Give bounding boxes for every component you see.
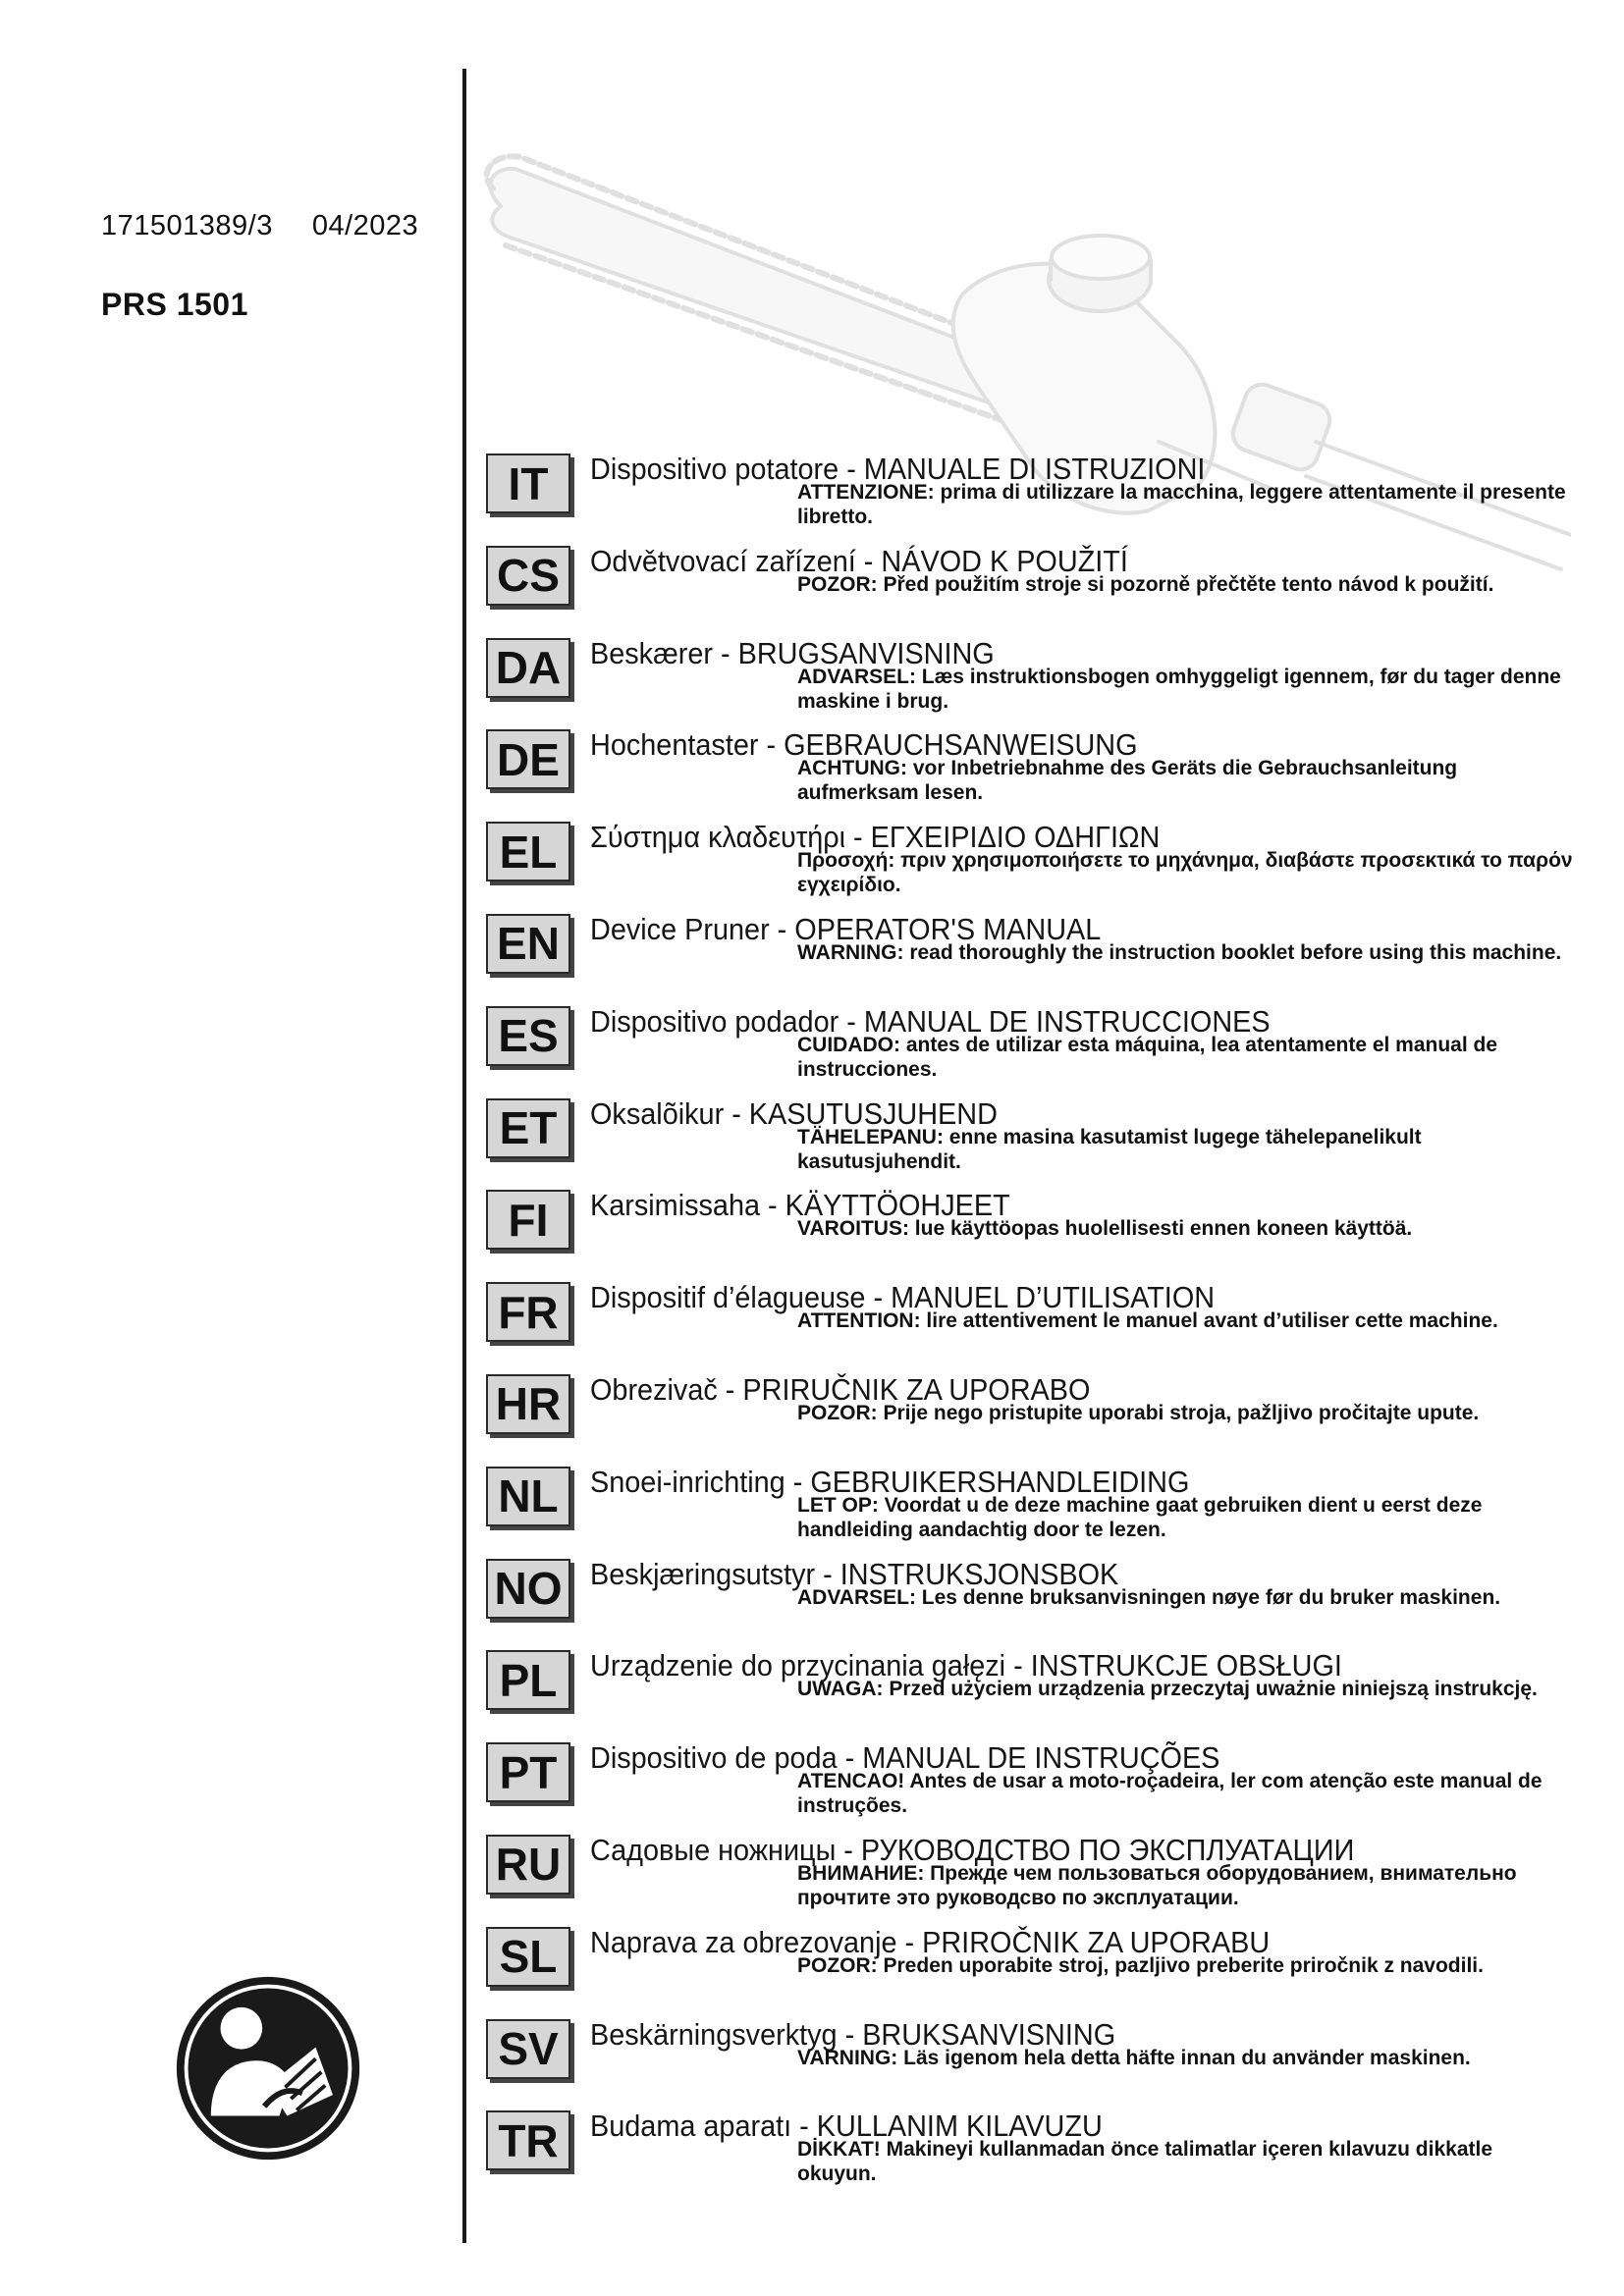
warning-text — [797, 1861, 1573, 1910]
vertical-divider — [462, 69, 466, 2243]
language-code-box: EL — [486, 822, 570, 881]
language-entry-el — [486, 822, 1586, 914]
language-code-box: NL — [486, 1467, 570, 1526]
language-code-box: CS — [486, 546, 570, 606]
manual-title: Naprava za obrezovanje - PRIROČNIK ZA UPORABU — [590, 1924, 1271, 1959]
manual-title: Beskärningsverktyg - BRUKSANVISNING — [590, 2016, 1116, 2052]
manual-title: Karsimissaha - KÄYTTÖOHJEET — [590, 1188, 1010, 1223]
warning-body: read thoroughly the instruction booklet before using this machine. — [903, 940, 1562, 964]
warning-body: vor Inbetriebnahme des Geräts die Gebrauchsanleitung aufmerksam lesen. — [797, 757, 1458, 805]
language-code-box: TR — [486, 2110, 570, 2170]
manual-title: Садовые ножницы - РУКОВОДСТВО ПО ЭКСПЛУАТАЦИИ — [590, 1832, 1355, 1867]
language-code-box: NO — [486, 1559, 570, 1619]
warning-text — [797, 1216, 1573, 1241]
warning-text — [797, 665, 1573, 714]
warning-text — [797, 1308, 1573, 1333]
warning-text — [797, 2046, 1573, 2070]
language-code-box: HR — [486, 1374, 570, 1434]
warning-label: VARNING: — [797, 2046, 898, 2069]
warning-label: ADVARSEL: — [797, 1585, 916, 1609]
warning-text — [797, 1033, 1573, 1082]
manual-title: Dispositif d’élagueuse - MANUEL D’UTILISATION — [590, 1280, 1216, 1315]
read-manual-icon — [173, 1973, 363, 2163]
language-code-box: SV — [486, 2019, 570, 2079]
warning-label: Προσοχή: — [797, 849, 895, 873]
language-entry-it — [486, 454, 1586, 546]
warning-text — [797, 1585, 1573, 1610]
language-entry-nl — [486, 1464, 1586, 1559]
language-code-box: RU — [486, 1835, 570, 1895]
manual-title: Beskjæringsutstyr - INSTRUKSJONSBOK — [590, 1556, 1119, 1591]
language-entry-cs — [486, 543, 1586, 638]
warning-body: Læs instruktionsbogen omhyggeligt igennem, før du tager denne maskine i brug. — [797, 665, 1561, 713]
language-entry-es — [486, 1003, 1586, 1098]
document-code: 171501389/3 — [101, 210, 273, 241]
warning-text — [797, 848, 1573, 897]
model-name: PRS 1501 — [101, 287, 248, 322]
warning-label: POZOR: — [797, 572, 878, 596]
warning-text — [797, 756, 1573, 805]
warning-body: antes de utilizar esta máquina, lea atentamente el manual de instrucciones. — [797, 1033, 1498, 1081]
warning-body: Прежде чем пользоваться оборудованием, внимательно прочтите это руководсво по эксплуатации. — [797, 1861, 1517, 1909]
document-code-line — [101, 210, 418, 242]
language-code-box: DE — [486, 729, 570, 789]
warning-body: lire attentivement le manuel avant d’utiliser cette machine. — [920, 1309, 1498, 1333]
manual-title: Σύστημα κλαδευτήρι - ΕΓΧΕΙΡΙΔΙΟ ΟΔΗΓΙΩΝ — [590, 820, 1161, 855]
warning-text — [797, 1401, 1573, 1425]
warning-label: ATTENZIONE: — [797, 481, 935, 504]
manual-title: Beskærer - BRUGSANVISNING — [590, 635, 995, 670]
warning-body: Les denne bruksanvisningen nøye før du bruker maskinen. — [915, 1585, 1501, 1609]
language-entry-pt — [486, 1742, 1586, 1835]
warning-label: UWAGA: — [797, 1678, 884, 1701]
language-code-box: FI — [486, 1190, 570, 1250]
language-entry-et — [486, 1095, 1586, 1191]
manual-title: Dispositivo potatore - MANUALE DI ISTRUZIONI — [590, 452, 1206, 486]
manual-title: Budama aparatı - KULLANIM KILAVUZU — [590, 2109, 1103, 2144]
warning-text — [797, 572, 1573, 597]
warning-label: CUIDADO: — [797, 1033, 900, 1056]
warning-label: POZOR: — [797, 1953, 878, 1977]
warning-label: WARNING: — [797, 940, 904, 964]
warning-body: Preden uporabite stroj, pazljivo preberite priročnik z navodili. — [877, 1953, 1484, 1977]
language-code-box: DA — [486, 638, 570, 698]
warning-text — [797, 2137, 1573, 2186]
warning-body: prima di utilizzare la macchina, leggere attentamente il presente libretto. — [797, 481, 1566, 528]
language-code-box: IT — [486, 454, 570, 513]
warning-label: DİKKAT! — [797, 2138, 881, 2162]
language-entry-en — [486, 911, 1586, 1006]
warning-text — [797, 940, 1573, 965]
manual-title: Dispositivo de poda - MANUAL DE INSTRUÇÕES — [590, 1740, 1220, 1776]
language-entry-no — [486, 1556, 1586, 1651]
language-code-box: ES — [486, 1006, 570, 1066]
manual-title: Odvětvovací zařízení - NÁVOD K POUŽITÍ — [590, 543, 1128, 578]
warning-body: Makineyi kullanmadan önce talimatlar içeren kılavuzu dikkatle okuyun. — [797, 2138, 1493, 2186]
language-entry-fr — [486, 1282, 1586, 1374]
warning-body: πριν χρησιμοποιήσετε το μηχάνημα, διαβάστε προσεκτικά το παρόν εγχειρίδιο. — [797, 849, 1573, 897]
warning-body: lue käyttöopas huolellisesti ennen koneen käyttöä. — [908, 1217, 1413, 1241]
language-code-box: ET — [486, 1098, 570, 1158]
language-entry-fi — [486, 1190, 1586, 1282]
manual-title: Snoei-inrichting - GEBRUIKERSHANDLEIDING — [590, 1464, 1190, 1499]
warning-text — [797, 1493, 1573, 1542]
warning-body: Przed użyciem urządzenia przeczytaj uważnie niniejszą instrukcję. — [883, 1678, 1538, 1701]
warning-label: LET OP: — [797, 1493, 879, 1517]
language-entry-sl — [486, 1924, 1586, 2019]
warning-label: ATTENTION: — [797, 1309, 921, 1333]
warning-body: Läs igenom hela detta häfte innan du använder maskinen. — [897, 2046, 1471, 2069]
warning-body: Antes de usar a moto-roçadeira, ler com atenção este manual de instruções. — [797, 1770, 1543, 1818]
manual-title: Oksalõikur - KASUTUSJUHEND — [590, 1095, 998, 1131]
language-code-box: PL — [486, 1650, 570, 1710]
warning-text — [797, 1769, 1573, 1818]
warning-body: Prije nego pristupite uporabi stroja, pažljivo pročitajte upute. — [877, 1401, 1480, 1424]
warning-text — [797, 1953, 1573, 1978]
warning-label: POZOR: — [797, 1401, 878, 1424]
warning-label: TÄHELEPANU: — [797, 1125, 944, 1148]
warning-label: ВНИМАНИЕ: — [797, 1861, 925, 1885]
warning-label: ATENCAO! — [797, 1770, 905, 1793]
manual-title: Obrezivač - PRIRUČNIK ZA UPORABO — [590, 1371, 1091, 1407]
language-code-box: EN — [486, 914, 570, 974]
language-entry-de — [486, 729, 1586, 822]
language-code-box: FR — [486, 1282, 570, 1342]
language-entry-da — [486, 635, 1586, 730]
language-code-box: SL — [486, 1927, 570, 1987]
warning-text — [797, 480, 1573, 529]
language-entry-sv — [486, 2016, 1586, 2111]
manual-title: Hochentaster - GEBRAUCHSANWEISUNG — [590, 727, 1138, 763]
manual-title: Device Pruner - OPERATOR'S MANUAL — [590, 911, 1102, 946]
warning-label: ADVARSEL: — [797, 665, 916, 688]
language-entry-ru — [486, 1832, 1586, 1927]
warning-label: ACHTUNG: — [797, 757, 907, 780]
warning-text — [797, 1125, 1573, 1174]
manual-title: Urządzenie do przycinania gałęzi - INSTRUKCJE OBSŁUGI — [590, 1648, 1342, 1683]
warning-text — [797, 1677, 1573, 1701]
warning-body: enne masina kasutamist lugege tähelepanelikult kasutusjuhendit. — [797, 1125, 1422, 1173]
language-entry-tr — [486, 2110, 1586, 2203]
language-entry-pl — [486, 1650, 1586, 1742]
language-code-box: PT — [486, 1742, 570, 1802]
manual-title: Dispositivo podador - MANUAL DE INSTRUCCIONES — [590, 1003, 1271, 1039]
warning-label: VAROITUS: — [797, 1217, 909, 1241]
warning-body: Voordat u de deze machine gaat gebruiken dient u eerst deze handleiding aandachtig door te lezen. — [797, 1493, 1483, 1541]
language-entry-hr — [486, 1371, 1586, 1467]
warning-body: Před použitím stroje si pozorně přečtěte tento návod k použití. — [877, 572, 1494, 596]
language-entries — [486, 454, 1586, 2203]
document-date: 04/2023 — [311, 210, 419, 241]
